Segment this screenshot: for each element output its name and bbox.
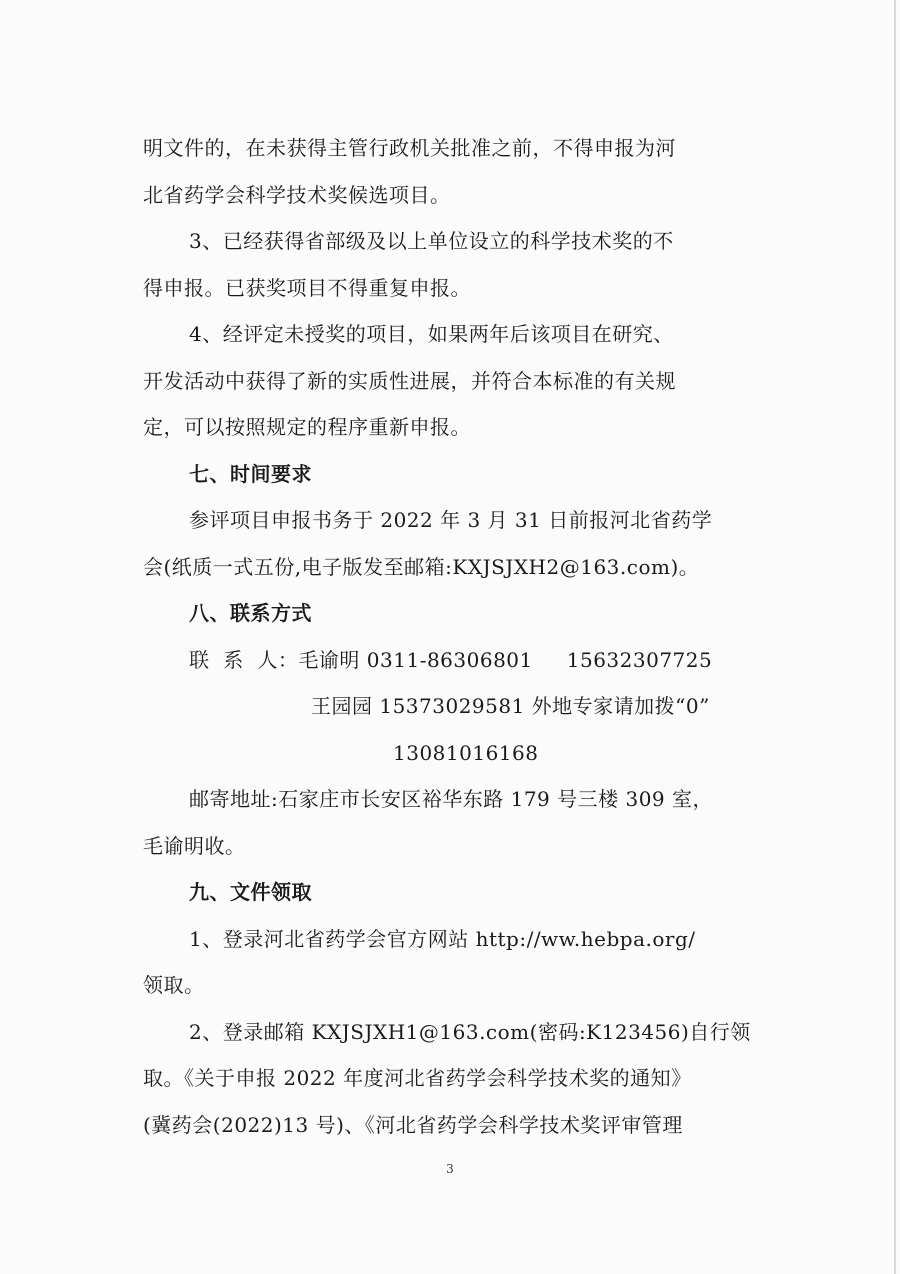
paragraph-line: 3、已经获得省部级及以上单位设立的科学技术奖的不 (189, 229, 674, 253)
paragraph-line: 1、登录河北省药学会官方网站 http://ww.hebpa.org/ (189, 926, 696, 951)
contact-line (143, 637, 763, 684)
contact-line: 王园园 15373029581 外地专家请加拨“0” (311, 694, 710, 718)
address-line: 邮寄地址:石家庄市长安区裕华东路 179 号三楼 309 室， (189, 787, 714, 811)
paragraph-line: 参评项目申报书务于 2022 年 3 月 31 日前报河北省药学 (189, 508, 713, 532)
paragraph-line: 2、登录邮箱 KXJSJXH1@163.com(密码:K123456)自行领 (189, 1019, 751, 1044)
paragraph-line: 明文件的，在未获得主管行政机关批准之前，不得申报为河 (143, 136, 676, 160)
paragraph-line: 领取。 (143, 973, 205, 997)
page-number: 3 (446, 1162, 454, 1176)
contact-label: 联 系 人： (189, 647, 299, 672)
section-heading-contact: 八、联系方式 (189, 601, 312, 625)
paragraph-line: 定，可以按照规定的程序重新申报。 (143, 415, 471, 439)
contact-mobile: 15632307725 (566, 647, 713, 672)
paragraph-line: 北省药学会科学技术奖候选项目。 (143, 182, 451, 207)
paragraph-line: 得申报。已获奖项目不得重复申报。 (143, 275, 471, 300)
paragraph-line: 取。《关于申报 2022 年度河北省药学会科学技术奖的通知》 (143, 1066, 692, 1090)
paragraph-line: 4、经评定未授奖的项目，如果两年后该项目在研究、 (189, 322, 674, 346)
section-heading-files: 九、文件领取 (189, 880, 312, 904)
contact-line: 13081016168 (393, 740, 539, 765)
paragraph-line: 开发活动中获得了新的实质性进展，并符合本标准的有关规 (143, 368, 676, 393)
address-line: 毛谕明收。 (143, 833, 246, 858)
scan-edge-line (894, 0, 896, 1274)
paragraph-line: (冀药会(2022)13 号)、《河北省药学会科学技术奖评审管理 (143, 1112, 683, 1137)
section-heading-time: 七、时间要求 (189, 461, 312, 486)
document-body (143, 125, 763, 1148)
paragraph-line: 会(纸质一式五份,电子版发至邮箱:KXJSJXH2@163.com)。 (143, 554, 700, 579)
contact-name-phone: 毛谕明 0311-86306801 (298, 647, 533, 672)
